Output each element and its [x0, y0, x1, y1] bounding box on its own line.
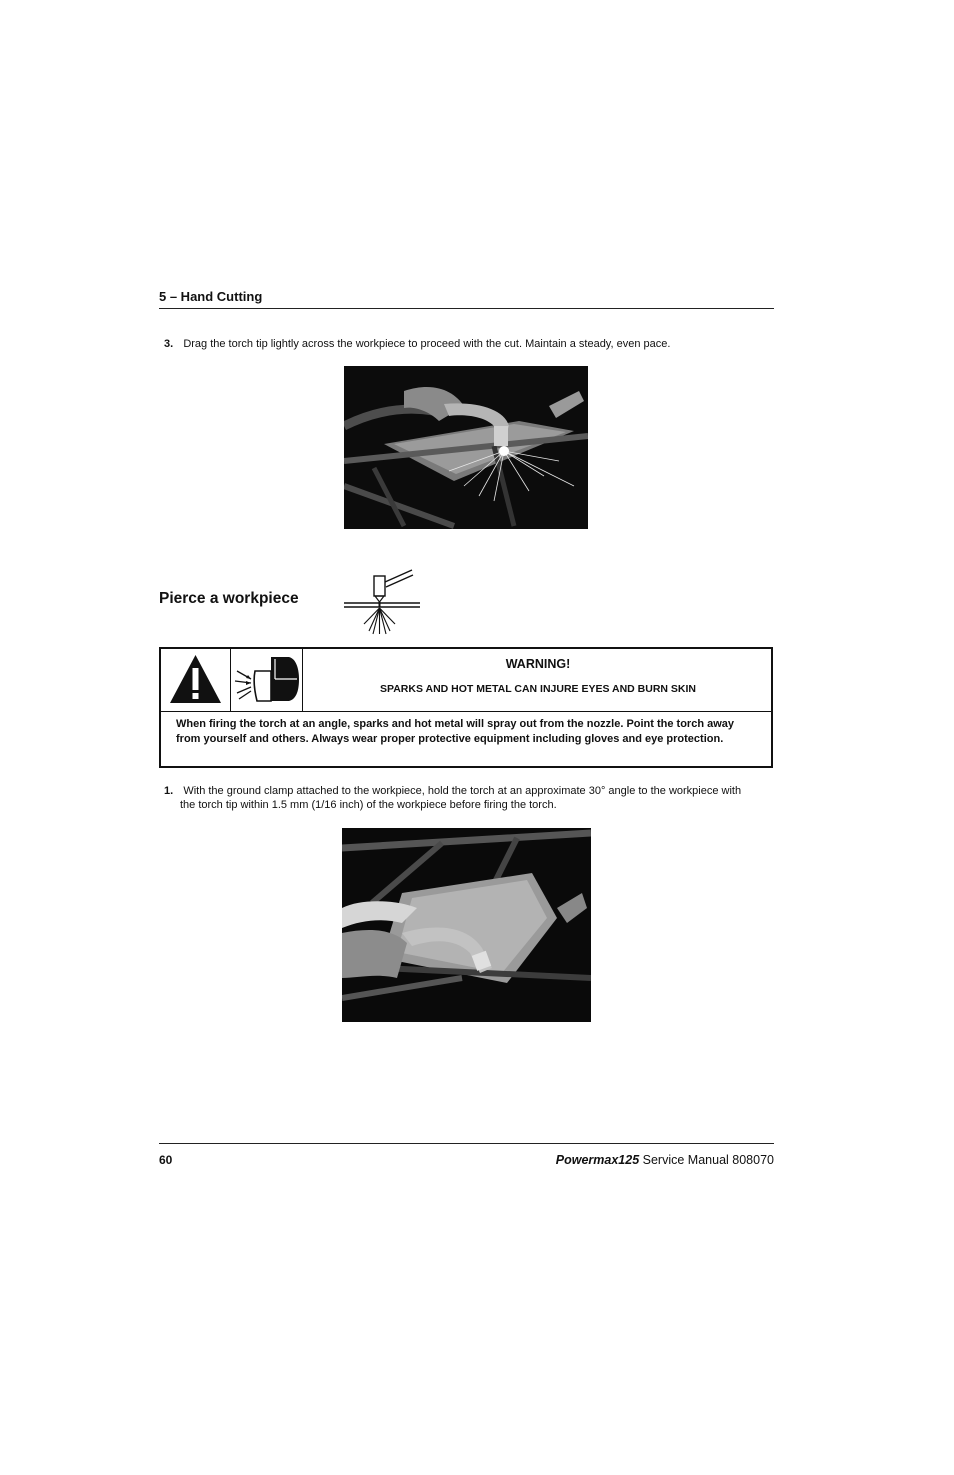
warning-box [159, 647, 773, 768]
torch-angle-photo-illustration [342, 828, 591, 1022]
warning-heading: WARNING! [505, 657, 571, 671]
warning-header [161, 649, 771, 712]
step-1 [164, 784, 776, 799]
doc-title: Service Manual [642, 1153, 729, 1167]
warning-subheading: SPARKS AND HOT METAL CAN INJURE EYES AND BURN SKIN [380, 683, 696, 695]
step-text-line1: With the ground clamp attached to the workpiece, hold the torch at an approximate 30° angle to the workpiece with [183, 785, 742, 797]
step-number: 3. [164, 338, 174, 350]
step-text: Drag the torch tip lightly across the workpiece to proceed with the cut. Maintain a steady, even pace. [183, 338, 671, 350]
page-number: 60 [159, 1153, 173, 1167]
section-title: Pierce a workpiece [159, 590, 299, 607]
footer-divider [159, 1143, 774, 1144]
torch-angle-photo [342, 828, 591, 1022]
doc-number: 808070 [732, 1153, 774, 1167]
header-divider [159, 308, 774, 309]
warning-body: When firing the torch at an angle, sparks and hot metal will spray out from the nozzle. Point the torch away from yourself and others. Always wear proper protective equipment including gloves and eye protection. [176, 718, 735, 745]
footer-doc-info [556, 1153, 774, 1167]
eye-protection-cell [231, 649, 303, 711]
cutting-photo [344, 366, 588, 529]
warning-triangle-cell [161, 649, 231, 711]
step-number: 1. [164, 785, 174, 797]
step-1-continued: the torch tip within 1.5 mm (1/16 inch) of the workpiece before firing the torch. [180, 799, 557, 811]
product-name: Powermax125 [555, 1153, 640, 1167]
face-shield-sparks-icon [231, 649, 302, 711]
section-header: 5 – Hand Cutting [159, 289, 263, 304]
cutting-photo-illustration [344, 366, 588, 529]
step-3 [164, 337, 670, 352]
warning-triangle-icon [161, 649, 230, 711]
pierce-symbol-icon [342, 568, 422, 636]
